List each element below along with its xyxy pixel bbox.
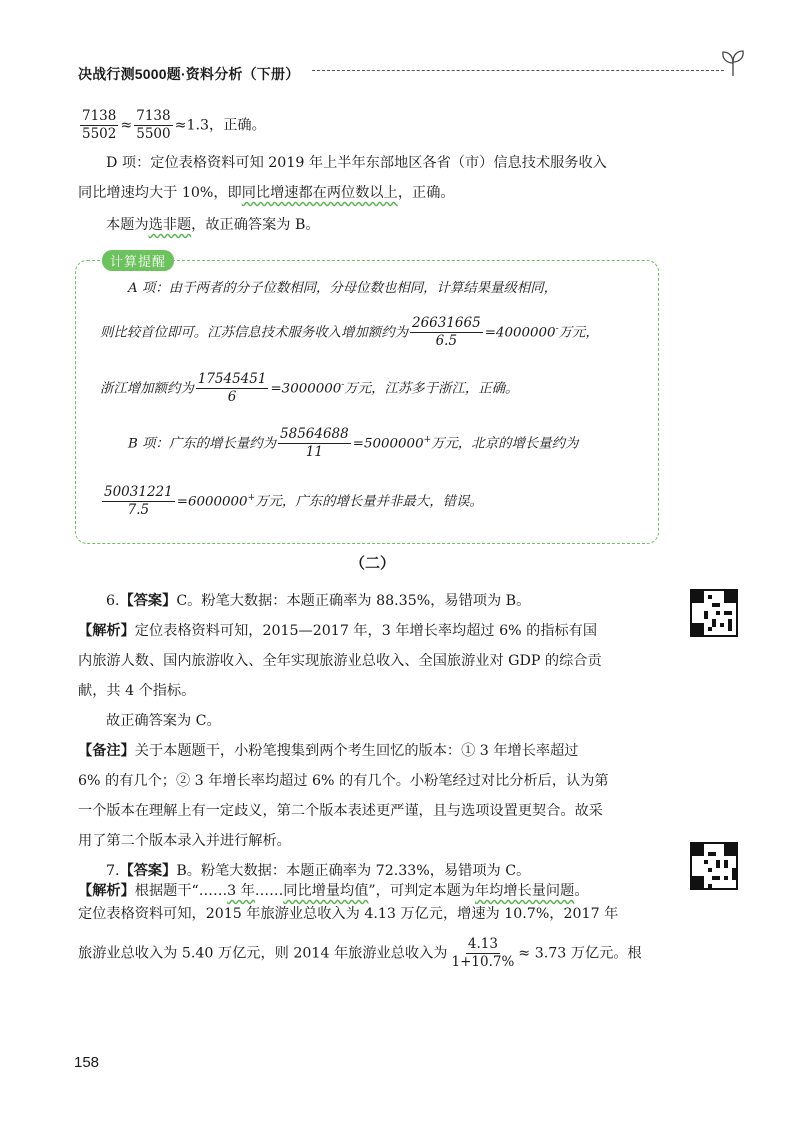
- fraction: $\frac{58564688}{11}$: [280, 426, 349, 461]
- q6-note-line1: 【备注】关于本题题干，小粉笔搜集到两个考生回忆的版本：① 3 年增长率超过: [78, 743, 579, 759]
- q6-conclusion: 故正确答案为 C。: [106, 713, 221, 729]
- running-header: 决战行测5000题·资料分析（下册）: [78, 66, 300, 82]
- q7-answer-line: 7.【答案】B。粉笔大数据：本题正确率为 72.33%，易错项为 C。: [106, 863, 531, 879]
- fraction: $\frac{26631665}{6.5}$: [411, 315, 481, 350]
- option-d-line1: D 项：定位表格资料可知 2019 年上半年东部地区各省（市）信息技术服务收入: [106, 155, 607, 171]
- q6-analysis-line3: 献，共 4 个指标。: [78, 683, 196, 699]
- q6-note-line4: 用了第二个版本录入并进行解析。: [78, 833, 291, 849]
- fraction: $\frac{4.13}{1+10.7\%}$: [451, 936, 515, 970]
- calc-reminder-tag: 计算提醒: [102, 250, 174, 271]
- header-divider: [312, 70, 724, 71]
- section-heading: （二）: [350, 555, 396, 572]
- q6-note-line3: 一个版本在理解上有一定歧义，第二个版本表述更严谨，且与选项设置更契合。故采: [78, 803, 603, 819]
- calc-a-line2: 则比较首位即可。江苏信息技术服务收入增加额约为 $\frac{26631665}{6.5}$ =4000000-万元，: [100, 315, 599, 350]
- qr-code-icon: [692, 591, 736, 635]
- fraction: $\frac{17545451}{6}$: [197, 371, 267, 406]
- calc-b-line1: B 项：广东的增长量约为 $\frac{58564688}{11}$ =5000000+万元，北京的增长量约为: [128, 426, 579, 461]
- top-fraction-line: $\frac{7138}{5502}$ ≈ $\frac{7138}{5500}$ ≈1.3，正确。: [82, 108, 266, 142]
- calc-a-line1: A 项：由于两者的分子位数相同，分母位数也相同，计算结果量级相同，: [128, 281, 558, 296]
- q6-analysis-line2: 内旅游人数、国内旅游收入、全年实现旅游业总收入、全国旅游业对 GDP 的综合贡: [78, 653, 602, 669]
- fraction: $\frac{7138}{5500}$: [136, 108, 171, 142]
- q7-analysis-line2: 定位表格资料可知，2015 年旅游业总收入为 4.13 万亿元，增速为 10.7%，2017 年: [78, 906, 619, 922]
- sprout-icon: [718, 44, 748, 78]
- page-number: 158: [74, 1054, 100, 1071]
- q7-analysis-line1: 【解析】根据题干“……3 年……同比增量均值”，可判定本题为年均增长量问题。: [78, 883, 589, 899]
- q6-analysis-line1: 【解析】定位表格资料可知，2015—2017 年，3 年增长率均超过 6% 的指标有国: [78, 623, 598, 639]
- fraction: $\frac{50031221}{7.5}$: [104, 484, 173, 519]
- qr-code-icon: [692, 844, 736, 888]
- fraction: $\frac{7138}{5502}$: [82, 108, 117, 142]
- q6-note-line2: 6% 的有几个；② 3 年增长率均超过 6% 的有几个。小粉笔经过对比分析后，认为第: [78, 773, 609, 789]
- qr-code-q7[interactable]: [690, 842, 738, 890]
- q7-analysis-line3: 旅游业总收入为 5.40 万亿元，则 2014 年旅游业总收入为 $\frac{4.13}{1+10.7\%}$ ≈ 3.73 万亿元。根: [78, 936, 642, 970]
- calc-b-line2: $\frac{50031221}{7.5}$ =6000000+万元，广东的增长量并非最大，错误。: [104, 484, 483, 519]
- option-d-line2: 同比增速均大于 10%，即同比增速都在两位数以上，正确。: [78, 185, 455, 201]
- conclusion-line: 本题为选非题，故正确答案为 B。: [106, 217, 320, 233]
- qr-code-q6[interactable]: [690, 589, 738, 637]
- calc-a-line3: 浙江增加额约为 $\frac{17545451}{6}$ =3000000-万元，江苏多于浙江，正确。: [100, 371, 519, 406]
- q6-answer-line: 6.【答案】C。粉笔大数据：本题正确率为 88.35%，易错项为 B。: [106, 593, 531, 609]
